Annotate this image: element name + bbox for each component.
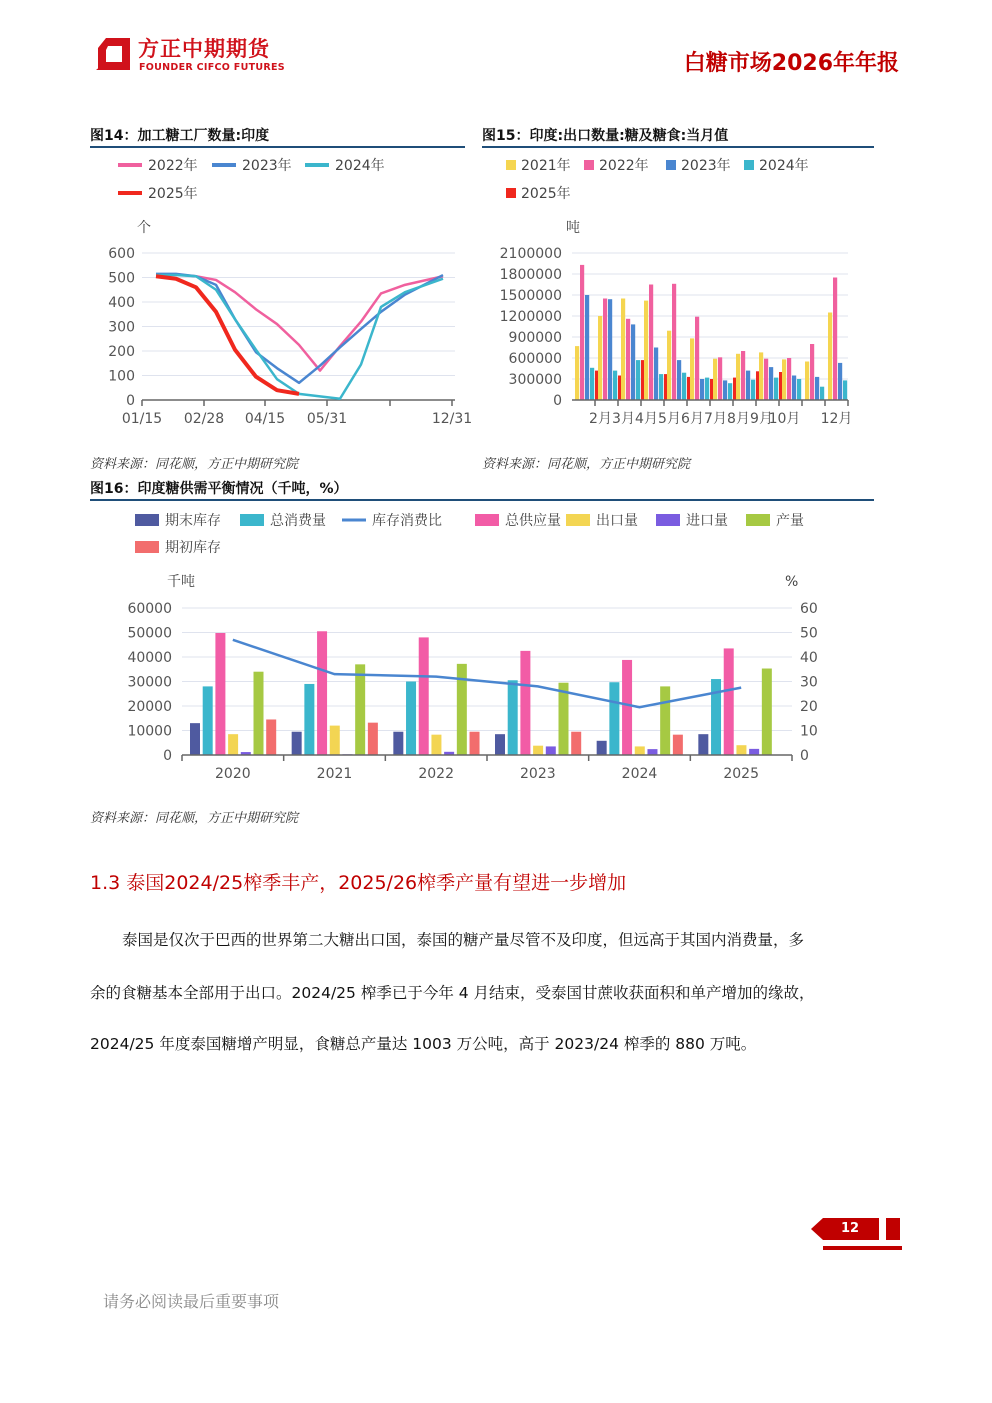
bar: [705, 378, 709, 400]
bar: [762, 669, 772, 755]
figure-16-rule: [90, 499, 874, 501]
bar: [843, 380, 847, 400]
bar: [690, 338, 694, 400]
bar: [828, 313, 832, 401]
bar: [838, 363, 842, 400]
svg-text:库存消费比: 库存消费比: [372, 513, 442, 529]
svg-text:200: 200: [108, 344, 135, 360]
bar: [626, 319, 630, 400]
svg-text:进口量: 进口量: [686, 513, 728, 529]
legend-item[interactable]: [475, 513, 561, 529]
figure-15-title: 图15：印度:出口数量:糖及糖食:当月值: [482, 128, 729, 144]
legend-item[interactable]: [135, 540, 221, 556]
svg-text:2024年: 2024年: [335, 158, 385, 174]
logo-text-cn: 方正中期期货: [138, 37, 270, 61]
figure-14-source: 资料来源：同花顺，方正中期研究院: [90, 457, 299, 472]
bar: [622, 660, 632, 755]
bar: [673, 735, 683, 755]
bar: [608, 299, 612, 400]
svg-text:期初库存: 期初库存: [165, 540, 221, 556]
bar: [575, 346, 579, 400]
svg-text:900000: 900000: [508, 330, 562, 346]
svg-text:0: 0: [553, 393, 562, 409]
bar: [797, 379, 801, 400]
bar: [667, 331, 671, 400]
legend-item[interactable]: [566, 513, 638, 529]
bar: [833, 278, 837, 401]
svg-text:20000: 20000: [127, 699, 172, 715]
svg-text:300000: 300000: [508, 372, 562, 388]
legend-item[interactable]: [744, 157, 809, 174]
svg-text:1800000: 1800000: [499, 267, 562, 283]
svg-text:出口量: 出口量: [596, 513, 638, 529]
bar: [330, 726, 340, 755]
bar: [590, 368, 594, 400]
y-axis-unit-right: %: [785, 574, 799, 590]
bar: [815, 377, 819, 400]
svg-text:12月: 12月: [820, 411, 853, 427]
bar: [698, 734, 708, 755]
figure-16-chart: [90, 503, 874, 788]
bar: [718, 357, 722, 400]
bar: [393, 732, 403, 755]
bar: [759, 352, 763, 400]
paragraph-line-2: 余的食糖基本全部用于出口。2024/25 榨季已于今年 4 月结束，受泰国甘蔗收获面积和单产增加的缘故，: [90, 984, 815, 1002]
figure-16-source: 资料来源：同花顺，方正中期研究院: [90, 811, 299, 826]
svg-text:2025: 2025: [723, 766, 759, 782]
svg-text:60000: 60000: [127, 601, 172, 617]
svg-text:6月: 6月: [681, 411, 704, 427]
svg-text:01/15: 01/15: [121, 411, 163, 427]
bar: [635, 746, 645, 755]
bar: [660, 686, 670, 755]
svg-text:40000: 40000: [127, 650, 172, 666]
svg-text:30000: 30000: [127, 674, 172, 691]
svg-text:2025年: 2025年: [521, 186, 571, 202]
svg-text:600: 600: [108, 246, 135, 262]
bar: [254, 672, 264, 755]
logo-icon: [96, 36, 132, 72]
bar: [724, 648, 734, 755]
svg-text:40: 40: [800, 650, 818, 666]
svg-text:7月: 7月: [704, 411, 727, 427]
bar: [764, 359, 768, 400]
figure-16-title: 图16：印度糖供需平衡情况（千吨，%）: [90, 481, 348, 497]
y-axis-unit: 个: [137, 220, 151, 236]
bar: [355, 664, 365, 755]
svg-text:0: 0: [126, 393, 135, 409]
svg-text:10000: 10000: [127, 723, 172, 740]
bar: [585, 295, 589, 400]
bar: [571, 732, 581, 755]
bar: [292, 732, 302, 755]
bar: [751, 380, 755, 400]
paragraph-line-3: 2024/25 年度泰国糖增产明显，食糖总产量达 1003 万公吨，高于 2023/24 榨季的 880 万吨。: [90, 1035, 757, 1053]
bar: [190, 723, 200, 755]
bar: [682, 373, 686, 400]
svg-text:10月: 10月: [768, 411, 801, 427]
bar: [792, 376, 796, 401]
bar: [644, 301, 648, 400]
svg-text:04/15: 04/15: [244, 411, 286, 427]
svg-text:1500000: 1500000: [499, 288, 562, 304]
svg-text:2100000: 2100000: [499, 246, 562, 262]
svg-text:9月: 9月: [750, 411, 773, 427]
figure-15-source: 资料来源：同花顺，方正中期研究院: [482, 457, 691, 472]
bar: [723, 380, 727, 400]
svg-text:60: 60: [800, 601, 818, 617]
bar: [266, 719, 276, 755]
svg-text:4月: 4月: [635, 411, 658, 427]
svg-text:2023年: 2023年: [242, 158, 292, 174]
bar: [470, 732, 480, 755]
bar: [419, 637, 429, 755]
svg-text:总消费量: 总消费量: [270, 513, 326, 529]
bar: [520, 651, 530, 755]
bar: [533, 746, 543, 755]
bar: [659, 374, 663, 400]
bar: [749, 749, 759, 755]
svg-text:2021年: 2021年: [521, 158, 571, 174]
svg-text:5月: 5月: [658, 411, 681, 427]
svg-text:总供应量: 总供应量: [505, 513, 561, 529]
bar: [546, 746, 556, 755]
y-axis-unit-left: 千吨: [167, 574, 195, 590]
report-title: 白糖市场2026年年报: [683, 51, 899, 76]
bar: [621, 299, 625, 401]
bar: [613, 371, 617, 400]
svg-text:2023年: 2023年: [681, 158, 731, 174]
svg-text:0: 0: [800, 748, 809, 764]
bar: [805, 362, 809, 401]
bar: [598, 316, 602, 400]
svg-text:20: 20: [800, 699, 818, 715]
svg-text:2022年: 2022年: [599, 158, 649, 174]
svg-text:400: 400: [108, 295, 135, 311]
svg-text:2020: 2020: [215, 766, 251, 782]
legend-item[interactable]: [118, 185, 198, 202]
bar: [215, 633, 225, 755]
legend-item[interactable]: [135, 512, 221, 529]
bar: [597, 741, 607, 755]
bar: [677, 360, 681, 400]
legend-item[interactable]: [746, 512, 804, 529]
svg-text:2021: 2021: [316, 766, 353, 782]
svg-text:2022年: 2022年: [148, 158, 198, 174]
bar: [649, 285, 653, 401]
bar: [580, 265, 584, 400]
svg-text:2025年: 2025年: [148, 186, 198, 202]
legend-item[interactable]: [342, 512, 442, 529]
svg-text:300: 300: [108, 319, 135, 336]
bar: [711, 679, 721, 755]
svg-text:2月: 2月: [589, 411, 612, 427]
svg-text:8月: 8月: [727, 411, 750, 427]
bar: [700, 379, 704, 400]
bar: [495, 734, 505, 755]
svg-text:500: 500: [108, 270, 135, 287]
bar: [736, 745, 746, 755]
bar: [317, 631, 327, 755]
svg-text:10: 10: [800, 723, 818, 740]
legend-item[interactable]: [305, 157, 385, 174]
bar: [228, 734, 238, 755]
series-line: [156, 276, 299, 394]
svg-text:2023: 2023: [520, 766, 556, 782]
bar: [603, 299, 607, 401]
legend-item[interactable]: [240, 512, 326, 529]
legend-item[interactable]: [506, 157, 571, 174]
bar: [695, 317, 699, 400]
bar: [713, 359, 717, 400]
svg-text:50000: 50000: [127, 625, 172, 642]
bar: [787, 358, 791, 400]
paragraph-line-1: 泰国是仅次于巴西的世界第二大糖出口国，泰国的糖产量尽管不及印度，但远高于其国内消费量，多: [122, 931, 805, 949]
figure-15-chart: [482, 150, 874, 435]
bar: [631, 324, 635, 400]
bar: [647, 749, 657, 755]
bar: [820, 387, 824, 400]
svg-text:100: 100: [108, 368, 135, 385]
legend-item[interactable]: [666, 157, 731, 174]
svg-text:05/31: 05/31: [306, 411, 348, 427]
legend-item[interactable]: [212, 157, 292, 174]
bar: [774, 378, 778, 400]
legend-item[interactable]: [656, 513, 728, 529]
bar: [728, 383, 732, 400]
bar: [782, 359, 786, 400]
bar: [672, 284, 676, 400]
svg-text:30: 30: [800, 674, 818, 691]
bar: [636, 360, 640, 400]
svg-text:产量: 产量: [776, 513, 804, 529]
figure-14-rule: [90, 146, 465, 148]
svg-text:0: 0: [163, 748, 172, 764]
bar: [508, 680, 518, 755]
y-axis-unit: 吨: [566, 220, 580, 236]
bar: [746, 371, 750, 400]
page-number: 12: [840, 1221, 860, 1236]
figure-15-rule: [482, 146, 874, 148]
bar: [810, 344, 814, 400]
svg-text:2024: 2024: [621, 766, 658, 782]
section-heading: 1.3 泰国2024/25榨季丰产，2025/26榨季产量有望进一步增加: [90, 872, 627, 894]
legend-item[interactable]: [506, 185, 571, 202]
svg-text:期末库存: 期末库存: [165, 513, 221, 529]
svg-text:2022: 2022: [418, 766, 454, 782]
bar: [736, 354, 740, 400]
svg-text:02/28: 02/28: [183, 411, 225, 427]
logo-text-en: FOUNDER CIFCO FUTURES: [139, 62, 285, 73]
bar: [304, 684, 314, 755]
figure-14-chart: [90, 150, 475, 435]
bar: [654, 348, 658, 401]
bar: [609, 682, 619, 755]
legend-item[interactable]: [118, 157, 198, 174]
svg-text:50: 50: [800, 625, 818, 642]
bar: [741, 351, 745, 400]
bar: [431, 735, 441, 755]
svg-text:2024年: 2024年: [759, 158, 809, 174]
svg-text:600000: 600000: [508, 351, 562, 367]
bar: [769, 367, 773, 400]
bar: [368, 723, 378, 755]
svg-text:3月: 3月: [612, 411, 635, 427]
bar: [203, 686, 213, 755]
figure-14-title: 图14：加工糖工厂数量:印度: [90, 128, 270, 144]
legend-item[interactable]: [584, 157, 649, 174]
footer-note: 请务必阅读最后重要事项: [103, 1292, 280, 1311]
svg-text:12/31: 12/31: [431, 411, 473, 427]
bar: [406, 682, 416, 756]
svg-text:1200000: 1200000: [499, 309, 562, 325]
